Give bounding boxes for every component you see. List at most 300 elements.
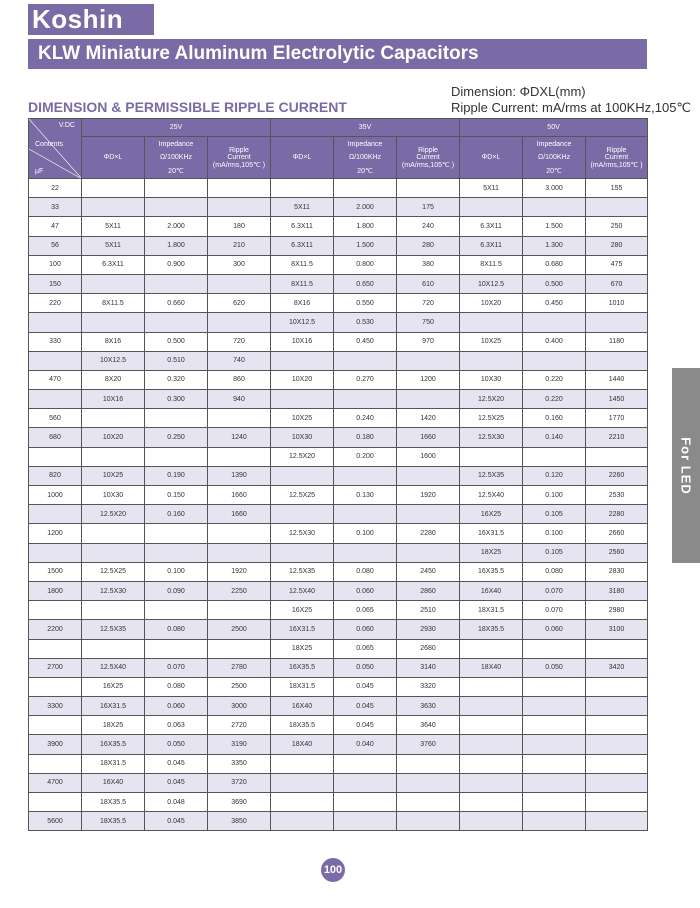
cell-capacitance [29,313,82,332]
dimension-note-text: Dimension: ΦDXL(mm) [451,84,586,99]
cell-size-25v: 10X30 [82,486,145,505]
cell-size-50v: 12.5X40 [460,486,523,505]
cell-capacitance: 150 [29,274,82,293]
cell-impedance-25v: 0.090 [145,581,208,600]
cell-size-25v: 12.5X25 [82,562,145,581]
cell-ripple-25v: 740 [208,351,271,370]
cell-impedance-25v: 0.190 [145,466,208,485]
cell-ripple-25v: 2780 [208,658,271,677]
cell-impedance-50v: 0.220 [523,390,586,409]
cell-ripple-50v: 2830 [586,562,648,581]
cell-impedance-25v: 0.048 [145,793,208,812]
cell-size-35v: 18X31.5 [271,677,334,696]
cell-ripple-35v: 1660 [397,428,460,447]
cell-size-50v: 18X35.5 [460,620,523,639]
table-row [29,773,648,792]
cell-capacitance: 820 [29,466,82,485]
ripple-header-line-3: (mA/rms,105℃ ) [590,161,643,169]
voltage-header-25v: 25V [82,119,271,137]
cell-size-25v: 12.5X30 [82,581,145,600]
cell-size-35v: 16X40 [271,697,334,716]
cell-ripple-35v: 1920 [397,486,460,505]
table-row [29,217,648,236]
cell-ripple-50v [586,697,648,716]
cell-size-25v: 12.5X20 [82,505,145,524]
cell-impedance-35v [334,793,397,812]
cell-impedance-50v: 0.060 [523,620,586,639]
cell-size-35v [271,505,334,524]
cell-size-35v: 10X16 [271,332,334,351]
cell-size-25v: 5X11 [82,217,145,236]
cell-impedance-35v: 1.800 [334,217,397,236]
ripple-current-table [28,118,648,831]
cell-ripple-25v: 300 [208,255,271,274]
cell-ripple-25v [208,639,271,658]
cell-impedance-25v: 2.000 [145,217,208,236]
cell-impedance-50v: 0.160 [523,409,586,428]
cell-size-35v [271,466,334,485]
cell-impedance-35v [334,505,397,524]
cell-ripple-25v: 1390 [208,466,271,485]
cell-ripple-35v: 1200 [397,370,460,389]
cell-size-35v [271,390,334,409]
cell-ripple-50v: 3180 [586,581,648,600]
cell-impedance-35v: 0.040 [334,735,397,754]
cell-impedance-35v: 0.045 [334,716,397,735]
cell-size-35v: 18X40 [271,735,334,754]
impedance-header-line-1: Impedance [347,140,383,148]
cell-impedance-25v: 0.100 [145,562,208,581]
cell-ripple-50v [586,198,648,217]
cell-ripple-35v: 240 [397,217,460,236]
cell-size-35v: 10X20 [271,370,334,389]
cell-size-50v [460,639,523,658]
cell-ripple-25v [208,198,271,217]
cell-impedance-50v [523,697,586,716]
cell-size-35v: 16X31.5 [271,620,334,639]
cell-ripple-25v: 3000 [208,697,271,716]
cell-ripple-25v [208,274,271,293]
cell-impedance-25v: 0.050 [145,735,208,754]
cell-ripple-50v [586,677,648,696]
cell-ripple-25v: 620 [208,294,271,313]
ripple-header-line-3: (mA/rms,105℃ ) [212,161,266,169]
cell-impedance-35v: 0.650 [334,274,397,293]
cell-size-25v: 16X25 [82,677,145,696]
cell-impedance-25v: 0.070 [145,658,208,677]
cell-size-25v: 16X35.5 [82,735,145,754]
cell-ripple-50v [586,313,648,332]
cell-impedance-25v: 1.800 [145,236,208,255]
cell-size-25v [82,543,145,562]
ripple-note-text: Ripple Current: mA/rms at 100KHz,105℃ [451,100,692,115]
cell-ripple-50v [586,773,648,792]
cell-size-25v: 18X25 [82,716,145,735]
cell-size-50v: 10X30 [460,370,523,389]
cell-ripple-50v: 3420 [586,658,648,677]
cell-impedance-50v [523,639,586,658]
impedance-header-line-3: 20℃ [357,167,373,175]
cell-ripple-35v [397,179,460,198]
cell-ripple-35v: 3140 [397,658,460,677]
cell-ripple-25v: 1660 [208,486,271,505]
table-row [29,581,648,600]
col-header-ripple-35v [397,137,460,179]
cell-impedance-25v: 0.250 [145,428,208,447]
cell-ripple-50v [586,735,648,754]
cell-impedance-50v: 0.070 [523,601,586,620]
cell-impedance-35v [334,466,397,485]
cell-size-50v [460,754,523,773]
cell-impedance-25v: 0.045 [145,754,208,773]
table-body [29,179,648,831]
cell-ripple-25v: 720 [208,332,271,351]
cell-ripple-35v [397,793,460,812]
cell-size-50v [460,677,523,696]
cell-ripple-35v: 2450 [397,562,460,581]
cell-ripple-50v: 2530 [586,486,648,505]
cell-ripple-35v: 3760 [397,735,460,754]
brand-logo: Koshin [28,4,154,35]
side-tab-label: For LED [678,436,694,495]
cell-impedance-25v: 0.150 [145,486,208,505]
cell-ripple-50v [586,754,648,773]
subheader-row [29,137,648,179]
ripple-header-line-3: (mA/rms,105℃ ) [401,161,455,169]
cell-impedance-25v: 0.080 [145,677,208,696]
ripple-header-line-1: Ripple [229,146,249,154]
cell-size-35v: 8X11.5 [271,274,334,293]
cell-impedance-50v: 0.680 [523,255,586,274]
cell-ripple-50v: 2260 [586,466,648,485]
cell-capacitance: 220 [29,294,82,313]
cell-ripple-35v: 2930 [397,620,460,639]
cell-ripple-35v [397,351,460,370]
cell-size-50v [460,697,523,716]
cell-ripple-25v [208,447,271,466]
ripple-header-line-2: Current [604,153,629,161]
cell-impedance-25v: 0.063 [145,716,208,735]
cell-size-50v: 12.5X20 [460,390,523,409]
cell-size-35v: 5X11 [271,198,334,217]
cell-ripple-35v [397,754,460,773]
cell-impedance-35v [334,179,397,198]
cell-impedance-35v: 0.060 [334,581,397,600]
cell-ripple-25v [208,409,271,428]
cell-size-50v: 10X20 [460,294,523,313]
cell-impedance-50v [523,812,586,831]
cell-size-25v: 8X20 [82,370,145,389]
cell-impedance-25v [145,543,208,562]
cell-impedance-35v: 0.180 [334,428,397,447]
cell-impedance-50v: 0.450 [523,294,586,313]
cell-size-25v [82,601,145,620]
cell-ripple-35v: 2680 [397,639,460,658]
table-row [29,754,648,773]
cell-impedance-50v: 1.500 [523,217,586,236]
cell-size-35v: 12.5X35 [271,562,334,581]
cell-ripple-50v: 1450 [586,390,648,409]
cell-impedance-35v: 0.045 [334,697,397,716]
table-row [29,486,648,505]
cell-size-35v: 12.5X25 [271,486,334,505]
cell-impedance-25v [145,179,208,198]
cell-size-25v: 6.3X11 [82,255,145,274]
cell-size-25v: 5X11 [82,236,145,255]
cell-ripple-50v: 2660 [586,524,648,543]
table-row [29,236,648,255]
cell-capacitance [29,639,82,658]
cell-ripple-50v: 155 [586,179,648,198]
cell-ripple-50v [586,793,648,812]
cell-size-25v: 12.5X40 [82,658,145,677]
cell-impedance-35v [334,773,397,792]
cell-impedance-25v [145,447,208,466]
cell-ripple-25v: 1660 [208,505,271,524]
cell-capacitance: 3900 [29,735,82,754]
cell-ripple-35v: 720 [397,294,460,313]
cell-ripple-50v: 475 [586,255,648,274]
cell-impedance-35v: 0.530 [334,313,397,332]
cell-impedance-35v: 0.065 [334,601,397,620]
cell-size-25v: 16X31.5 [82,697,145,716]
cell-ripple-25v: 1240 [208,428,271,447]
cell-impedance-50v [523,773,586,792]
col-header-impedance-25v [145,137,208,179]
cell-ripple-50v: 2280 [586,505,648,524]
cell-impedance-25v [145,313,208,332]
cell-size-50v: 8X11.5 [460,255,523,274]
cell-size-50v [460,447,523,466]
cell-size-35v: 6.3X11 [271,236,334,255]
cell-ripple-50v [586,812,648,831]
cell-ripple-50v: 1440 [586,370,648,389]
table-row [29,793,648,812]
cell-ripple-25v: 3720 [208,773,271,792]
cell-impedance-50v: 0.080 [523,562,586,581]
cell-ripple-50v: 1770 [586,409,648,428]
cell-impedance-35v [334,351,397,370]
table-row [29,466,648,485]
cell-size-35v [271,773,334,792]
cell-capacitance: 4700 [29,773,82,792]
cell-ripple-25v [208,601,271,620]
cell-impedance-35v: 0.065 [334,639,397,658]
table-corner-header [29,119,82,179]
cell-ripple-35v: 175 [397,198,460,217]
col-header-size-50v: ΦD×L [460,137,523,179]
cell-size-25v: 8X11.5 [82,294,145,313]
cell-size-35v: 8X11.5 [271,255,334,274]
cell-size-35v: 10X25 [271,409,334,428]
cell-ripple-25v: 860 [208,370,271,389]
ripple-header-line-2: Current [416,153,440,161]
contents-label: Contents [35,141,64,148]
cell-impedance-50v: 0.400 [523,332,586,351]
cell-impedance-25v: 0.510 [145,351,208,370]
table-row [29,198,648,217]
cell-ripple-50v [586,716,648,735]
cell-impedance-25v: 0.160 [145,505,208,524]
cell-ripple-35v: 280 [397,236,460,255]
table-row [29,370,648,389]
cell-size-25v: 8X16 [82,332,145,351]
cell-size-25v [82,409,145,428]
cell-size-35v [271,543,334,562]
cell-impedance-35v [334,390,397,409]
table-row [29,390,648,409]
cell-impedance-25v: 0.320 [145,370,208,389]
table-row [29,313,648,332]
cell-size-35v: 16X25 [271,601,334,620]
section-title: DIMENSION & PERMISSIBLE RIPPLE CURRENT [28,99,347,115]
impedance-header-line-2: Ω/100KHz [348,153,382,161]
cell-capacitance [29,716,82,735]
cell-ripple-50v [586,447,648,466]
cell-ripple-25v: 3850 [208,812,271,831]
cell-size-25v [82,447,145,466]
cell-impedance-50v [523,313,586,332]
cell-ripple-50v [586,639,648,658]
cell-ripple-35v: 2860 [397,581,460,600]
cell-ripple-35v [397,390,460,409]
cell-ripple-35v [397,466,460,485]
cell-capacitance: 2700 [29,658,82,677]
cell-ripple-35v: 1600 [397,447,460,466]
cell-size-25v: 12.5X35 [82,620,145,639]
cell-capacitance [29,754,82,773]
cell-size-25v: 18X31.5 [82,754,145,773]
cell-ripple-25v: 940 [208,390,271,409]
cell-size-35v [271,793,334,812]
cell-ripple-50v: 2980 [586,601,648,620]
cell-size-25v: 16X40 [82,773,145,792]
cell-size-50v: 12.5X35 [460,466,523,485]
cell-size-50v [460,812,523,831]
cell-size-25v: 10X12.5 [82,351,145,370]
cell-size-50v: 6.3X11 [460,236,523,255]
cell-impedance-35v [334,543,397,562]
cell-size-50v: 12.5X30 [460,428,523,447]
cell-impedance-25v: 0.045 [145,773,208,792]
cell-capacitance: 3300 [29,697,82,716]
cell-impedance-25v [145,524,208,543]
cell-size-25v: 10X20 [82,428,145,447]
cell-size-35v: 12.5X20 [271,447,334,466]
cell-size-35v: 10X30 [271,428,334,447]
cell-size-50v: 16X35.5 [460,562,523,581]
col-header-ripple-50v [586,137,648,179]
voltage-header-50v: 50V [460,119,648,137]
cell-impedance-50v [523,351,586,370]
cell-size-50v [460,313,523,332]
cell-ripple-50v: 250 [586,217,648,236]
cell-ripple-35v: 3630 [397,697,460,716]
table-row [29,543,648,562]
cell-size-25v: 18X35.5 [82,812,145,831]
cell-ripple-25v: 3190 [208,735,271,754]
cell-size-25v [82,524,145,543]
cell-size-25v [82,639,145,658]
cell-capacitance [29,505,82,524]
table-row [29,428,648,447]
cell-capacitance: 2200 [29,620,82,639]
impedance-header-line-1: Impedance [158,140,194,148]
table-row [29,639,648,658]
cell-size-50v [460,793,523,812]
cell-capacitance: 470 [29,370,82,389]
cell-size-25v [82,274,145,293]
cell-impedance-25v: 0.300 [145,390,208,409]
cell-ripple-25v: 2500 [208,620,271,639]
cell-impedance-25v: 0.500 [145,332,208,351]
ripple-header-line-1: Ripple [418,146,438,154]
cell-size-50v: 12.5X25 [460,409,523,428]
cell-size-50v: 16X31.5 [460,524,523,543]
table-row [29,735,648,754]
cell-capacitance: 47 [29,217,82,236]
cell-impedance-50v: 0.100 [523,524,586,543]
voltage-header-35v: 35V [271,119,460,137]
cell-impedance-50v: 0.120 [523,466,586,485]
cell-impedance-50v: 0.100 [523,486,586,505]
col-header-ripple-25v [208,137,271,179]
cell-impedance-35v: 0.200 [334,447,397,466]
cell-impedance-25v [145,601,208,620]
cell-impedance-50v [523,677,586,696]
impedance-header-line-3: 20℃ [168,167,184,175]
cell-size-35v: 10X12.5 [271,313,334,332]
cell-size-25v [82,313,145,332]
cell-size-25v: 10X16 [82,390,145,409]
cell-capacitance: 680 [29,428,82,447]
cell-capacitance [29,677,82,696]
cell-impedance-35v: 0.050 [334,658,397,677]
cell-impedance-35v: 0.080 [334,562,397,581]
cell-capacitance: 56 [29,236,82,255]
cell-size-50v: 6.3X11 [460,217,523,236]
cell-ripple-25v: 2500 [208,677,271,696]
cell-impedance-25v: 0.900 [145,255,208,274]
cell-ripple-50v: 280 [586,236,648,255]
cell-impedance-50v [523,198,586,217]
cell-impedance-35v: 0.045 [334,677,397,696]
impedance-header-line-3: 20℃ [546,167,562,175]
cell-capacitance: 22 [29,179,82,198]
table-row [29,294,648,313]
side-tab [672,368,700,563]
cell-impedance-35v: 0.450 [334,332,397,351]
cell-ripple-25v [208,179,271,198]
cell-capacitance: 1500 [29,562,82,581]
cell-ripple-35v: 610 [397,274,460,293]
cell-impedance-35v: 0.270 [334,370,397,389]
cell-capacitance: 1800 [29,581,82,600]
cell-impedance-35v: 1.500 [334,236,397,255]
col-header-impedance-35v [334,137,397,179]
cell-ripple-35v: 3320 [397,677,460,696]
vdc-label: V.DC [58,122,75,129]
cell-size-50v: 5X11 [460,179,523,198]
cell-impedance-35v: 0.550 [334,294,397,313]
cell-impedance-35v: 0.060 [334,620,397,639]
cell-ripple-25v: 180 [208,217,271,236]
cell-size-35v: 6.3X11 [271,217,334,236]
table-row [29,332,648,351]
cell-size-35v: 12.5X40 [271,581,334,600]
table-row [29,351,648,370]
cell-ripple-25v: 1920 [208,562,271,581]
